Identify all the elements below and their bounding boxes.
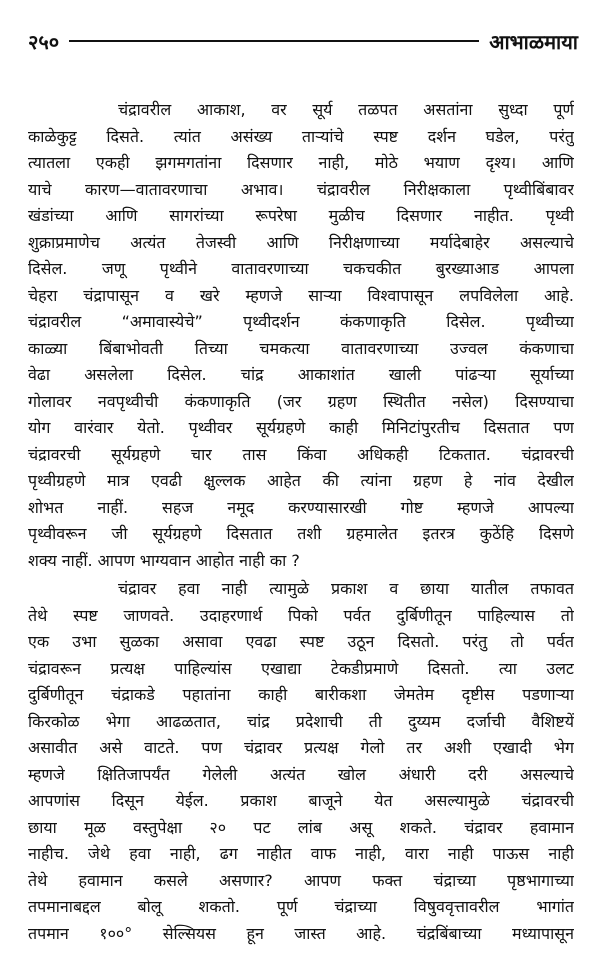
text-line: शुक्राप्रमाणेच अत्यंत तेजस्वी आणि निरीक्षणाच्या मर्यादेबाहेर असल्याचे [28, 232, 574, 252]
text-line: गोलावर नवपृथ्वीची कंकणाकृति (जर ग्रहण स्थितीत नसेल) दिसण्याचा [28, 391, 574, 411]
text-line: योग वारंवार येतो. पृथ्वीवर सूर्यग्रहणे काही मिनिटांपुरतीच दिसतात पण [28, 418, 574, 437]
text-line: पृथ्वीग्रहणे मात्र एवढी क्षुल्लक आहेत की त्यांना ग्रहण हे नांव देखील [28, 471, 574, 490]
text-line: पृथ्वीवरून जी सूर्यग्रहणे दिसतात तशी ग्रहमालेत इतरत्र कुठेंहि दिसणे [28, 524, 574, 543]
text-line: चंद्रावरील “अमावास्येचे” पृथ्वीदर्शन कंकणाकृति दिसेल. पृथ्वीच्या [28, 312, 574, 331]
text-line: तेथे स्पष्ट जाणवते. उदाहरणार्थ पिको पर्वत दुर्बिणीतून पाहिल्यास तो [28, 605, 574, 625]
text-line: असावीत असे वाटते. पण चंद्रावर प्रत्यक्ष गेलो तर अशी एखादी भेग [28, 738, 574, 757]
text-line: तपमान १००° सेल्सियस हून जास्त आहे. चंद्रबिंबाच्या मध्यापासून [28, 923, 574, 943]
text-line: याचे कारण—वातावरणाचा अभाव। चंद्रावरील निरीक्षकाला पृथ्वीबिंबावर [28, 179, 574, 199]
text-line: तेथे हवामान कसले असणार? आपण फक्त चंद्राच्या पृष्ठभागाच्या [28, 870, 574, 890]
text-line: वेढा असलेला दिसेल. चांद्र आकाशांत खाली पांढऱ्या सूर्याच्या [28, 365, 574, 384]
page-number: २५० [28, 29, 60, 54]
text-line: त्यातला एकही झगमगतांना दिसणार नाही, मोठे भयाण दृश्य। आणि [28, 153, 574, 172]
text-line: चेहरा चंद्रापासून व खरे म्हणजे साऱ्या विश्वापासून लपविलेला आहे. [28, 285, 574, 305]
text-line: किरकोळ भेगा आढळतात, चांद्र प्रदेशाची ती दुय्यम दर्जाची वैशिष्टयें [28, 711, 574, 731]
text-line: नाहीच. जेथे हवा नाही, ढग नाहीत वाफ नाही, वारा नाही पाऊस नाही [28, 844, 574, 863]
text-line: शोभत नाहीं. सहज नमूद करण्यासारखी गोष्ट म्हणजे आपल्या [28, 497, 574, 517]
text-line: आपणांस दिसून येईल. प्रकाश बाजूने येत असल्यामुळे चंद्रावरची [28, 791, 574, 810]
text-line: छाया मूळ वस्तुपेक्षा २० पट लांब असू शकते. चंद्रावर हवामान [28, 817, 574, 837]
running-title: आभाळमाया [489, 29, 578, 54]
text-line: खंडांच्या आणि सागरांच्या रूपरेषा मुळीच दिसणार नाहीत. पृथ्वी [28, 206, 574, 225]
text-line: चंद्रावरून प्रत्यक्ष पाहिल्यांस एखाद्या टेकडीप्रमाणे दिसतो. त्या उलट [28, 658, 574, 678]
text-line: काळ्या बिंबाभोवती तिच्या चमकत्या वातावरणाच्या उज्वल कंकणाचा [28, 338, 574, 358]
page-header [28, 26, 578, 56]
text-line: म्हणजे क्षितिजापर्यंत गेलेली अत्यंत खोल अंधारी दरी असल्याचे [28, 764, 574, 784]
paragraph-1 [28, 97, 574, 574]
text-line: एक उभा सुळका असावा एवढा स्पष्ट उठून दिसतो. परंतु तो पर्वत [28, 632, 574, 651]
text-line: दुर्बिणीतून चंद्राकडे पहातांना काही बारीकशा जेमतेम दृष्टीस पडणाऱ्या [28, 685, 574, 704]
text-line: काळेकुट्ट दिसते. त्यांत असंख्य ताऱ्यांचे स्पष्ट दर्शन घडेल, परंतु [28, 126, 574, 146]
text-line: तपमानाबद्दल बोलू शकतो. पूर्ण चंद्राच्या विषुववृत्तावरील भागांत [28, 897, 574, 916]
text-line: शक्य नाहीं. आपण भाग्यवान आहोत नाही का ? [28, 550, 300, 570]
header-rule [69, 40, 479, 42]
text-line: दिसेल. जणू पृथ्वीने वातावरणाच्या चकचकीत बुरख्याआड आपला [28, 259, 574, 278]
text-line: चंद्रावर हवा नाही त्यामुळे प्रकाश व छाया यातील तफावत [118, 579, 574, 598]
paragraph-2 [28, 576, 574, 947]
text-line: चंद्रावरील आकाश, वर सूर्य तळपत असतांना सुध्दा पूर्ण [118, 100, 574, 119]
text-line: चंद्रावरची सूर्यग्रहणे चार तास किंवा अधिकही टिकतात. चंद्रावरची [28, 444, 574, 464]
